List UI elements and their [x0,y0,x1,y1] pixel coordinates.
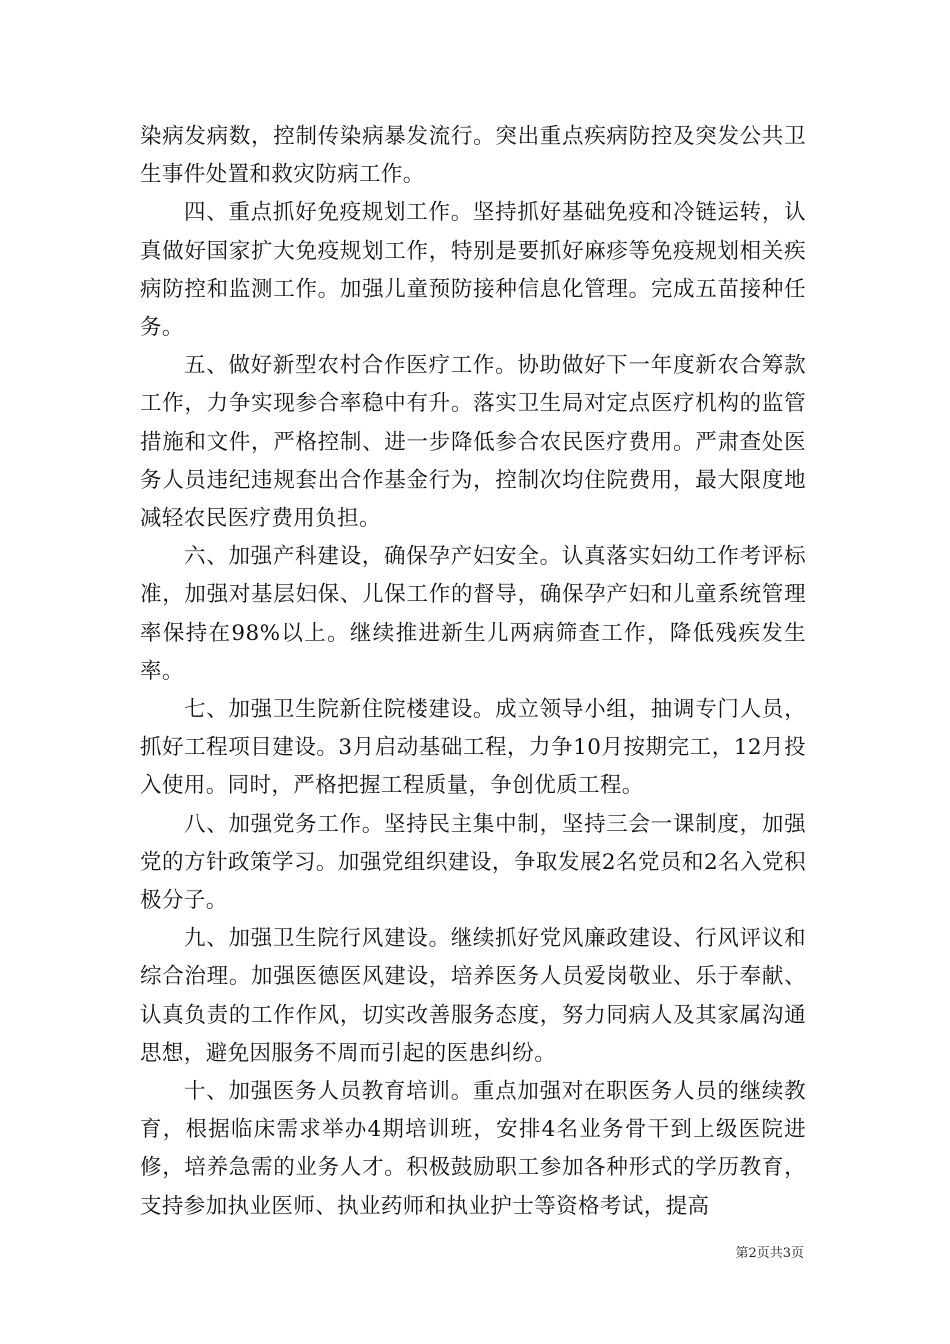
paragraph-item-5: 五、做好新型农村合作医疗工作。协助做好下一年度新农合筹款工作，力争实现参合率稳中有升。落实卫生局对定点医疗机构的监管措施和文件，严格控制、进一步降低参合农民医疗费用。严肃查处医务人员违纪违规套出合作基金行为，控制次均住院费用，最大限度地减轻农民医疗费用负担。 [140,353,806,532]
paragraph-item-8: 八、加强党务工作。坚持民主集中制，坚持三会一课制度，加强党的方针政策学习。加强党组织建设，争取发展2名党员和2名入党积极分子。 [140,811,806,914]
document-body [140,118,806,1226]
paragraph-item-6: 六、加强产科建设，确保孕产妇安全。认真落实妇幼工作考评标准，加强对基层妇保、儿保工作的督导，确保孕产妇和儿童系统管理率保持在98%以上。继续推进新生儿两病筛查工作，降低残疾发生率。 [140,544,806,684]
paragraph-item-7: 七、加强卫生院新住院楼建设。成立领导小组，抽调专门人员，抓好工程项目建设。3月启动基础工程，力争10月按期完工，12月投入使用。同时，严格把握工程质量，争创优质工程。 [140,697,806,799]
paragraph-item-9: 九、加强卫生院行风建设。继续抓好党风廉政建设、行风评议和综合治理。加强医德医风建设，培养医务人员爱岗敬业、乐于奉献、认真负责的工作作风，切实改善服务态度，努力同病人及其家属沟通思想，避免因服务不周而引起的医患纠纷。 [140,926,806,1066]
paragraph-continuation: 染病发病数，控制传染病暴发流行。突出重点疾病防控及突发公共卫生事件处置和救灾防病工作。 [140,124,806,188]
paragraph-item-4: 四、重点抓好免疫规划工作。坚持抓好基础免疫和冷链运转，认真做好国家扩大免疫规划工作，特别是要抓好麻疹等免疫规划相关疾病防控和监测工作。加强儿童预防接种信息化管理。完成五苗接种任务。 [140,200,806,341]
page-number-footer: 第2页共3页 [735,1246,804,1261]
paragraph-item-10: 十、加强医务人员教育培训。重点加强对在职医务人员的继续教育，根据临床需求举办4期培训班，安排4名业务骨干到上级医院进修，培养急需的业务人才。积极鼓励职工参加各种形式的学历教育，支持参加执业医师、执业药师和执业护士等资格考试，提高 [140,1079,806,1219]
